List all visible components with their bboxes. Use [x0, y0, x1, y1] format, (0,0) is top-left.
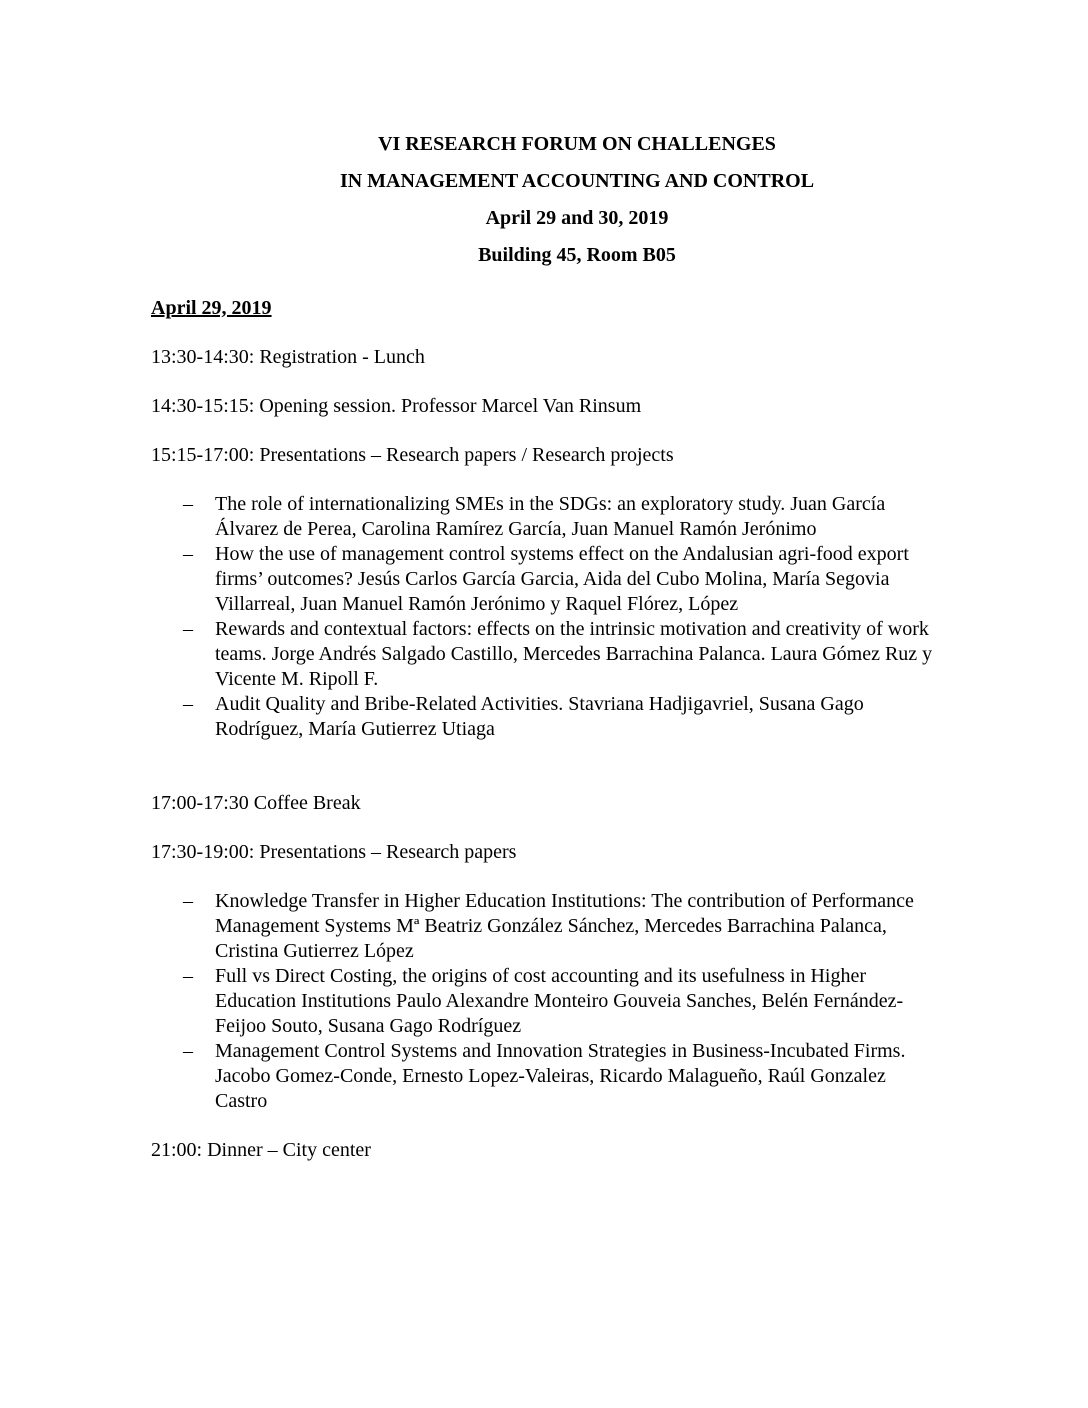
event-location: Building 45, Room B05 — [478, 244, 676, 266]
spacer — [151, 1114, 951, 1138]
bullet-dash: – — [183, 493, 193, 515]
talk-text: The role of internationalizing SMEs in the SDGs: an exploratory study. Juan García Álvarez de Perea, Carolina Ramírez García, Juan Manuel Ramón Jerónimo — [215, 493, 886, 540]
talk-text: Audit Quality and Bribe-Related Activities. Stavriana Hadjigavriel, Susana Gago Rodríguez, María Gutierrez Utiaga — [215, 693, 864, 740]
talk-text: Rewards and contextual factors: effects on the intrinsic motivation and creativity of work teams. Jorge Andrés Salgado Castillo, Mercedes Barrachina Palanca. Laura Gómez Ruz y Vicente M. Ripoll F. — [215, 618, 933, 690]
talk-item — [151, 964, 935, 1039]
schedule-registration: 13:30-14:30: Registration - Lunch — [151, 346, 425, 368]
schedule-dinner: 21:00: Dinner – City center — [151, 1139, 371, 1161]
bullet-dash: – — [183, 693, 193, 715]
bullet-dash: – — [183, 618, 193, 640]
session-1-talk-list — [151, 492, 951, 742]
talk-item — [151, 617, 935, 692]
talk-text: Knowledge Transfer in Higher Education Institutions: The contribution of Performance Management Systems Mª Beatriz González Sánchez, Mercedes Barrachina Palanca, Cristina Gutierrez López — [215, 890, 914, 962]
talk-item — [151, 889, 935, 964]
talk-text: How the use of management control systems effect on the Andalusian agri-food export firms’ outcomes? Jesús Carlos García Garcia, Aida del Cubo Molina, María Segovia Villarreal, Juan Manuel Ramón Jerónimo y Raquel Flórez, López — [215, 543, 909, 615]
session-2-talk-list — [151, 889, 951, 1114]
spacer — [151, 742, 951, 791]
talk-item — [151, 1039, 935, 1114]
title-line-2: IN MANAGEMENT ACCOUNTING AND CONTROL — [339, 170, 815, 192]
schedule-presentations-2: 17:30-19:00: Presentations – Research papers — [151, 841, 517, 863]
talk-item — [151, 692, 935, 742]
day-heading: April 29, 2019 — [151, 297, 272, 319]
bullet-dash: – — [183, 965, 193, 987]
schedule-coffee-break: 17:00-17:30 Coffee Break — [151, 792, 361, 814]
title-block — [0, 126, 1088, 274]
talk-text: Full vs Direct Costing, the origins of cost accounting and its usefulness in Higher Education Institutions Paulo Alexandre Monteiro Gouveia Sanches, Belén Fernández-Feijoo Souto, Susana Gago Rodríguez — [215, 965, 904, 1037]
talk-item — [151, 542, 935, 617]
schedule-presentations-1: 15:15-17:00: Presentations – Research papers / Research projects — [151, 444, 674, 466]
talk-text: Management Control Systems and Innovation Strategies in Business-Incubated Firms. Jacobo Gomez-Conde, Ernesto Lopez-Valeiras, Ricardo Malagueño, Raúl Gonzalez Castro — [215, 1040, 906, 1112]
schedule-opening: 14:30-15:15: Opening session. Professor Marcel Van Rinsum — [151, 395, 642, 417]
event-dates: April 29 and 30, 2019 — [485, 207, 669, 229]
bullet-dash: – — [183, 1040, 193, 1062]
talk-item — [151, 492, 935, 542]
bullet-dash: – — [183, 890, 193, 912]
title-line-1: VI RESEARCH FORUM ON CHALLENGES — [378, 133, 776, 155]
bullet-dash: – — [183, 543, 193, 565]
program-content — [151, 296, 951, 1187]
